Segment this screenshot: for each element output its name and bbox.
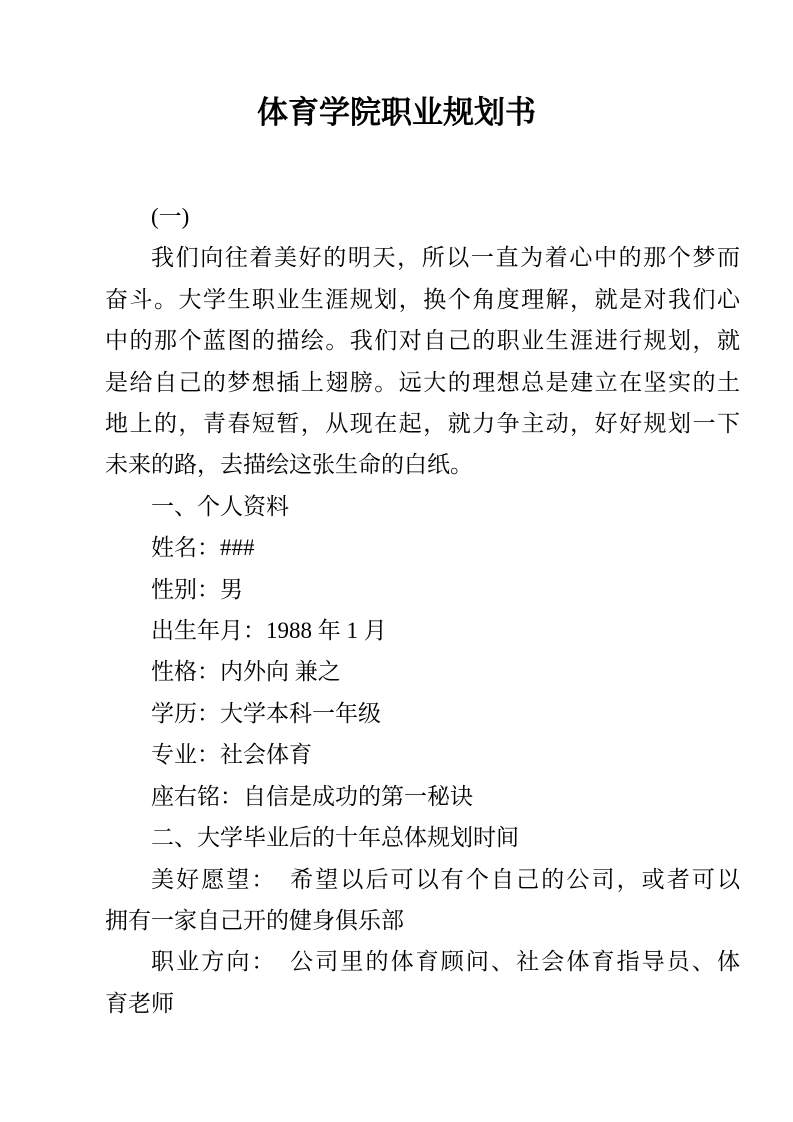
field-line-major: 专业：社会体育 [151,742,312,768]
section-heading-line: 一、个人资料 [151,493,289,519]
field-line-wish-cont: 拥有一家自己开的健身俱乐部 [105,907,404,933]
field-line-education: 学历：大学本科一年级 [151,700,381,726]
section-marker-line: (一) [151,204,190,229]
field-line-career-cont: 育老师 [105,990,174,1016]
field-line-career: 职业方向： 公司里的体育顾问、社会体育指导员、体 [151,949,740,975]
field-line-name: 姓名：### [151,535,255,561]
paragraph-line: 中的那个蓝图的描绘。我们对自己的职业生涯进行规划，就 [105,328,740,354]
field-line-wish: 美好愿望： 希望以后可以有个自己的公司，或者可以 [151,866,740,892]
section-heading-line: 二、大学毕业后的十年总体规划时间 [151,825,519,851]
field-line-personality: 性格：内外向 兼之 [151,659,341,685]
document-body [105,196,740,1024]
paragraph-line: 未来的路，去描绘这张生命的白纸。 [105,452,473,478]
field-line-gender: 性别：男 [151,576,243,602]
paragraph-line: 奋斗。大学生职业生涯规划，换个角度理解，就是对我们心 [105,286,740,312]
paragraph-line: 地上的，青春短暂，从现在起，就力争主动，好好规划一下 [105,411,740,437]
field-line-birthdate: 出生年月：1988 年 1 月 [151,618,387,644]
paragraph-line: 我们向往着美好的明天，所以一直为着心中的那个梦而 [151,245,740,271]
document-title: 体育学院职业规划书 [257,95,536,130]
paragraph-line: 是给自己的梦想插上翅膀。远大的理想总是建立在坚实的土 [105,369,740,395]
field-line-motto: 座右铭：自信是成功的第一秘诀 [151,783,473,809]
